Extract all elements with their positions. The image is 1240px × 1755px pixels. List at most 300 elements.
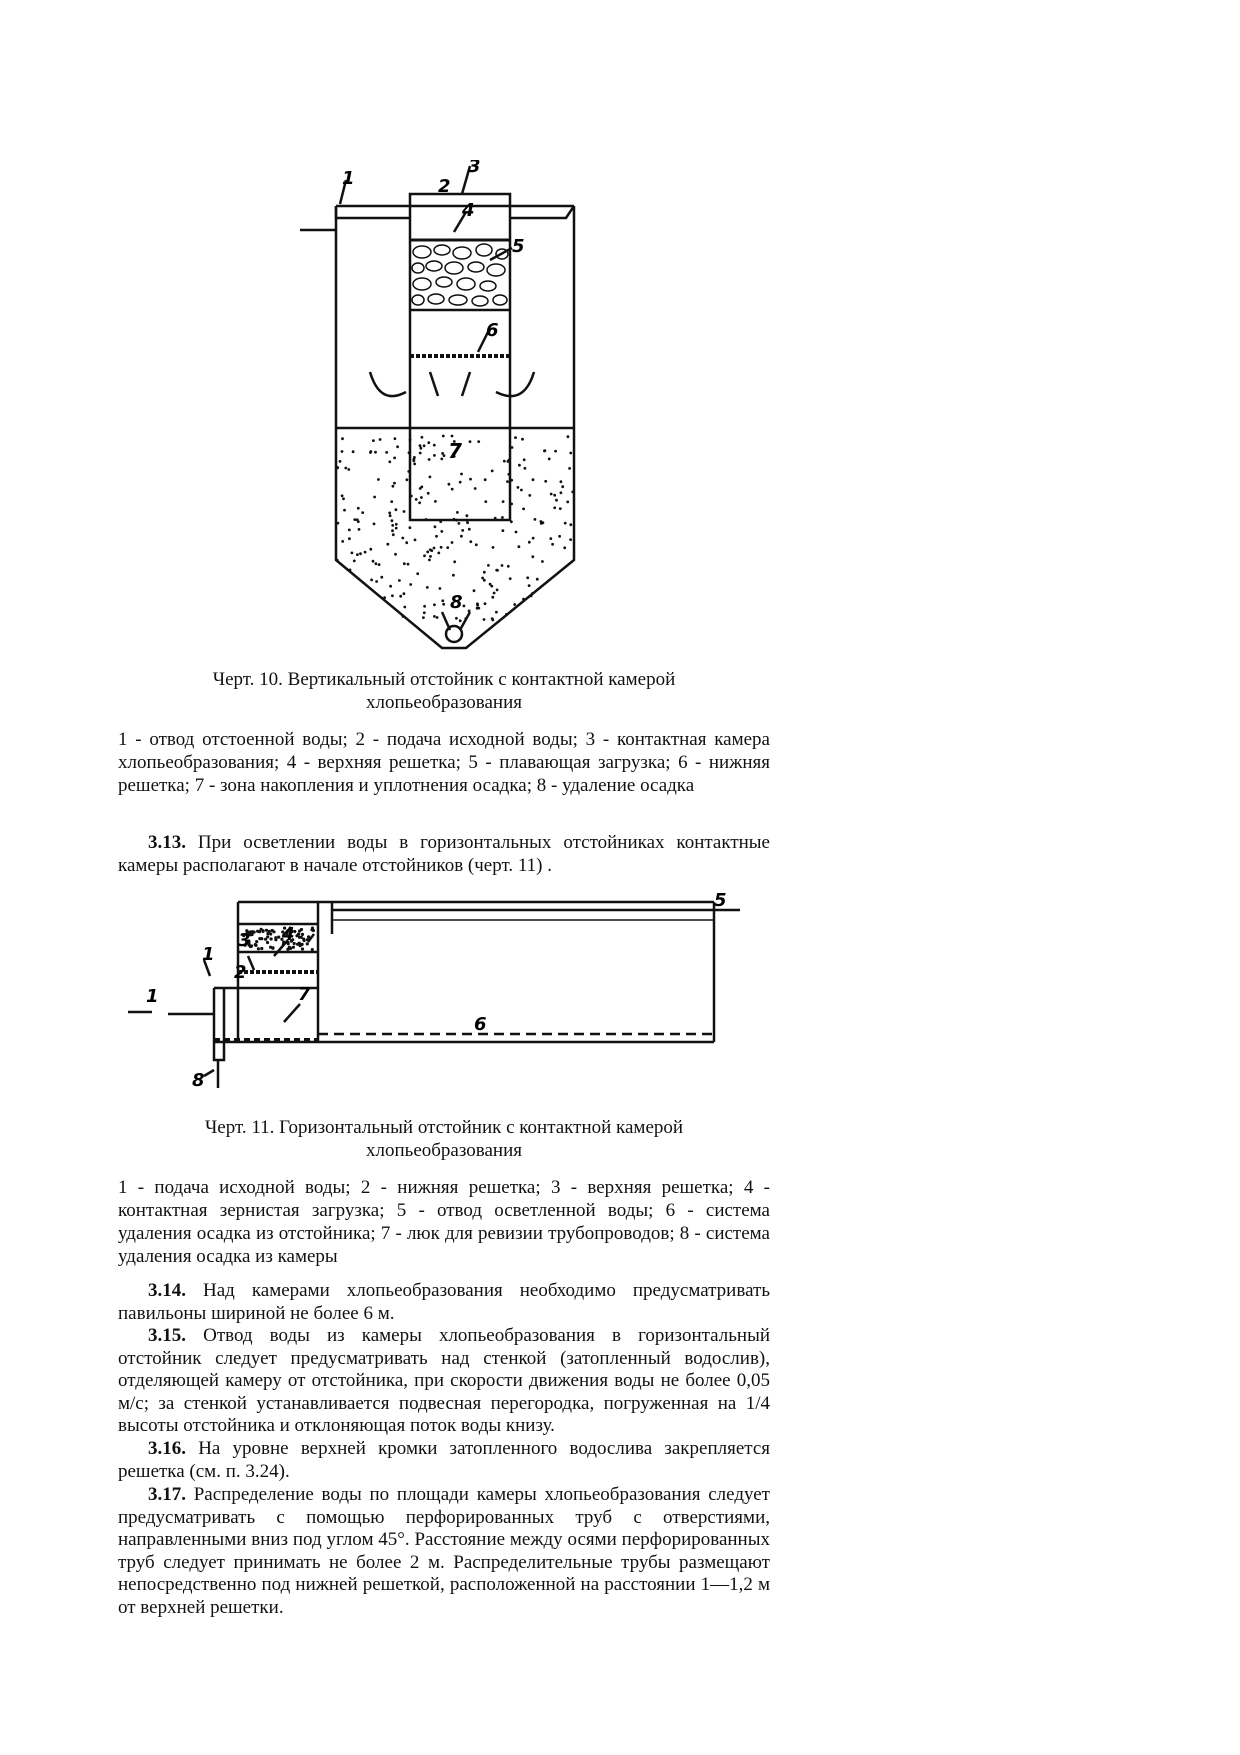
sediment-dot	[391, 594, 394, 597]
sediment-dot	[495, 611, 498, 614]
sediment-dot	[524, 467, 527, 470]
sediment-dot	[373, 523, 376, 526]
sediment-dot	[507, 460, 510, 463]
sediment-dot	[437, 552, 440, 555]
sediment-dot	[402, 615, 405, 618]
sediment-dot	[489, 583, 492, 586]
sediment-dot	[359, 552, 362, 555]
sediment-dot	[420, 447, 423, 450]
sediment-dot	[341, 494, 344, 497]
filling-dot	[254, 943, 257, 946]
sediment-dot	[439, 587, 442, 590]
fig11-label-3: 3	[238, 930, 251, 951]
sediment-dot	[553, 506, 556, 509]
sediment-dot	[395, 523, 398, 526]
sediment-dot	[414, 539, 417, 542]
sediment-dot	[372, 439, 375, 442]
sediment-dot	[523, 458, 526, 461]
sediment-dot	[530, 595, 533, 598]
sediment-dot	[451, 488, 454, 491]
sediment-dot	[388, 512, 391, 515]
sediment-dot	[492, 546, 495, 549]
paragraph-3-16	[118, 1438, 770, 1483]
sediment-dot	[555, 499, 558, 502]
sediment-dot	[356, 518, 359, 521]
sediment-dot	[559, 507, 562, 510]
sediment-dot	[379, 438, 382, 441]
sediment-dot	[389, 514, 392, 517]
sediment-dot	[549, 537, 552, 540]
filling-dot	[258, 937, 261, 940]
sediment-dot	[534, 518, 537, 521]
sediment-dot	[487, 564, 490, 567]
sediment-dot	[509, 577, 512, 580]
sediment-dot	[569, 523, 572, 526]
sediment-dot	[531, 555, 534, 558]
sediment-dot	[403, 510, 406, 513]
sediment-dot	[483, 571, 486, 574]
sediment-dot	[441, 452, 444, 455]
fig11-label-4: 4	[282, 924, 295, 945]
fig10-label-7: 7	[448, 439, 462, 463]
sediment-dot	[507, 565, 510, 568]
filling-dot	[266, 932, 269, 935]
sediment-dot	[434, 500, 437, 503]
paragraph-3-17-text: Распределение воды по площади камеры хлопьеобразования следует предусматривать с помощью перфорированных труб с отверстиями, направленными вниз под углом 45°. Расстояние между осями перфорированных труб следует принимать не более 2 м. Распределительные трубы размещают непосредственно под нижней решеткой, расположенной на расстоянии 1—1,2 м от верхней решетки.	[118, 1484, 770, 1618]
sediment-dot	[460, 473, 463, 476]
filling-dot	[261, 930, 264, 933]
filling-dot	[265, 929, 268, 932]
sediment-dot	[440, 530, 443, 533]
filling-dot	[311, 948, 314, 951]
sediment-dot	[477, 440, 480, 443]
sediment-dot	[464, 617, 467, 620]
sediment-dot	[564, 522, 567, 525]
sediment-dot	[456, 511, 459, 514]
sediment-dot	[518, 545, 521, 548]
sediment-dot	[391, 519, 394, 522]
sediment-dot	[514, 436, 517, 439]
sediment-dot	[390, 500, 393, 503]
sediment-dot	[408, 451, 411, 454]
sediment-dot	[491, 596, 494, 599]
sediment-dot	[429, 555, 432, 558]
sediment-dot	[393, 482, 396, 485]
sediment-dot	[348, 537, 351, 540]
sediment-dot	[460, 535, 463, 538]
sediment-dot	[440, 546, 443, 549]
sediment-dot	[473, 589, 476, 592]
sediment-dot	[403, 562, 406, 565]
sediment-dot	[433, 444, 436, 447]
sediment-dot	[395, 508, 398, 511]
filling-dot	[274, 938, 277, 941]
filling-dot	[271, 947, 274, 950]
sediment-dot	[503, 460, 506, 463]
sediment-dot	[511, 446, 514, 449]
sediment-dot	[399, 595, 402, 598]
sediment-dot	[353, 518, 356, 521]
sediment-dot	[569, 452, 572, 455]
filling-dot	[260, 947, 263, 950]
sediment-dot	[475, 543, 478, 546]
sediment-dot	[474, 487, 477, 490]
sediment-dot	[429, 476, 432, 479]
sediment-dot	[436, 616, 439, 619]
sediment-dot	[446, 546, 449, 549]
sediment-dot	[468, 610, 471, 613]
sediment-dot	[491, 470, 494, 473]
sediment-dot	[463, 605, 466, 608]
sediment-dot	[560, 480, 563, 483]
sediment-dot	[403, 606, 406, 609]
sediment-dot	[372, 560, 375, 563]
filling-dot	[270, 937, 273, 940]
sediment-dot	[469, 540, 472, 543]
sediment-dot	[448, 483, 451, 486]
sediment-dot	[342, 497, 345, 500]
sediment-dot	[540, 522, 543, 525]
sediment-dot	[526, 576, 529, 579]
sediment-dot	[451, 541, 454, 544]
sediment-dot	[435, 535, 438, 538]
sediment-dot	[369, 548, 372, 551]
sediment-dot	[370, 579, 373, 582]
fig10-label-1: 1	[342, 168, 355, 189]
sediment-dot	[544, 480, 547, 483]
sediment-dot	[419, 487, 422, 490]
sediment-dot	[375, 580, 378, 583]
filling-dot	[306, 942, 309, 945]
sediment-dot	[563, 546, 566, 549]
sediment-dot	[375, 562, 378, 565]
sediment-dot	[510, 479, 513, 482]
sediment-dot	[394, 553, 397, 556]
sediment-dot	[550, 493, 553, 496]
sediment-dot	[507, 473, 510, 476]
sediment-dot	[341, 450, 344, 453]
sediment-dot	[352, 450, 355, 453]
fig10-label-2: 2	[438, 176, 451, 197]
sediment-dot	[428, 458, 431, 461]
filling-dot	[286, 948, 289, 951]
sediment-dot	[396, 445, 399, 448]
fig10-label-8: 8	[450, 592, 463, 613]
sediment-dot	[513, 603, 516, 606]
fig10-label-6: 6	[486, 320, 499, 341]
filling-dot	[306, 938, 309, 941]
sediment-dot	[421, 436, 424, 439]
sediment-dot	[477, 607, 480, 610]
sediment-dot	[420, 496, 423, 499]
sediment-dot	[481, 577, 484, 580]
figure-10-legend: 1 - отвод отстоенной воды; 2 - подача исходной воды; 3 - контактная камера хлопьеобразования; 4 - верхняя решетка; 5 - плавающая загрузка; 6 - нижняя решетка; 7 - зона накопления и уплотнения осадка; 8 - удаление осадка	[118, 729, 770, 796]
sediment-dot	[501, 564, 504, 567]
sediment-dot	[502, 500, 505, 503]
fig11-label-6: 6	[474, 1014, 487, 1035]
sediment-dot	[459, 481, 462, 484]
sediment-dot	[423, 554, 426, 557]
sediment-dot	[415, 498, 418, 501]
sediment-dot	[442, 603, 445, 606]
sediment-dot	[465, 519, 468, 522]
sediment-dot	[357, 507, 360, 510]
sediment-dot	[455, 519, 458, 522]
sediment-dot	[434, 525, 437, 528]
sediment-dot	[391, 524, 394, 527]
sediment-dot	[410, 495, 413, 498]
filling-dot	[300, 936, 303, 939]
paragraph-3-16-text: На уровне верхней кромки затопленного водослива закрепляется решетка (см. п. 3.24).	[118, 1438, 770, 1482]
sediment-dot	[566, 501, 569, 504]
sediment-dot	[494, 517, 497, 520]
sediment-dot	[528, 541, 531, 544]
sediment-dot	[427, 492, 430, 495]
sediment-dot	[567, 435, 570, 438]
paragraph-3-15	[118, 1325, 770, 1438]
sediment-dot	[458, 522, 461, 525]
sediment-dot	[377, 478, 380, 481]
sediment-dot	[336, 559, 339, 562]
paragraph-3-13-number: 3.13.	[148, 832, 186, 853]
sediment-dot	[433, 603, 436, 606]
sediment-dot	[440, 458, 443, 461]
sediment-dot	[386, 543, 389, 546]
sediment-dot	[541, 560, 544, 563]
figure-10-caption	[118, 668, 770, 714]
sediment-dot	[528, 584, 531, 587]
sediment-dot	[425, 518, 428, 521]
sediment-dot	[476, 602, 479, 605]
sediment-dot	[483, 618, 486, 621]
filling-dot	[289, 947, 292, 950]
sediment-dot	[343, 509, 346, 512]
sediment-dot	[553, 494, 556, 497]
sediment-dot	[548, 458, 551, 461]
filling-dot	[310, 928, 313, 931]
sediment-dot	[339, 460, 342, 463]
sediment-dot	[406, 478, 409, 481]
filling-dot	[256, 930, 259, 933]
sediment-dot	[407, 470, 410, 473]
sediment-dot	[495, 569, 498, 572]
paragraph-3-14	[118, 1280, 770, 1325]
filling-dot	[269, 932, 272, 935]
sediment-dot	[351, 552, 354, 555]
paragraph-3-17-number: 3.17.	[148, 1484, 186, 1505]
sediment-dot	[560, 491, 563, 494]
fig11-label-1-pipe: 1	[202, 944, 215, 965]
sediment-dot	[378, 563, 381, 566]
sediment-dot	[341, 437, 344, 440]
sediment-dot	[412, 459, 415, 462]
sediment-dot	[353, 560, 356, 563]
fig11-label-8: 8	[192, 1070, 205, 1091]
sediment-dot	[409, 583, 412, 586]
filling-dot	[307, 935, 310, 938]
sediment-dot	[469, 440, 472, 443]
sediment-dot	[502, 529, 505, 532]
sediment-dot	[433, 615, 436, 618]
sediment-dot	[505, 613, 508, 616]
sediment-dot	[506, 480, 509, 483]
sediment-dot	[433, 547, 436, 550]
sediment-dot	[385, 451, 388, 454]
sediment-dot	[407, 563, 410, 566]
sediment-dot	[501, 516, 504, 519]
sediment-dot	[392, 533, 395, 536]
sediment-dot	[427, 441, 430, 444]
sediment-dot	[422, 616, 425, 619]
sediment-dot	[349, 569, 352, 572]
fig11-label-1: 1	[146, 986, 159, 1007]
sediment-dot	[484, 602, 487, 605]
paragraph-3-15-text: Отвод воды из камеры хлопьеобразования в горизонтальный отстойник следует предусматривать над стенкой (затопленный водослив), отделяющей камеру от отстойника, при скорости движения воды не более 0,05 м/с; за стенкой устанавливается подвесная перегородка, погруженная на 1/4 высоты отстойника и отклоняющая поток воды книзу.	[118, 1325, 770, 1437]
sediment-dot	[469, 478, 472, 481]
sediment-dot	[522, 598, 525, 601]
sediment-dot	[515, 531, 518, 534]
figure-10-caption-line2: хлопьеобразования	[366, 692, 522, 713]
sediment-dot	[393, 457, 396, 460]
sediment-dot	[517, 486, 520, 489]
sediment-dot	[466, 521, 469, 524]
sediment-dot	[426, 586, 429, 589]
sediment-dot	[380, 576, 383, 579]
sediment-dot	[441, 599, 444, 602]
sediment-dot	[442, 435, 445, 438]
sediment-dot	[405, 541, 408, 544]
paragraph-3-14-number: 3.14.	[148, 1280, 186, 1301]
figure-10-diagram	[290, 160, 600, 660]
paragraph-3-17	[118, 1484, 770, 1620]
fig11-label-7: 7	[298, 984, 311, 1005]
sediment-dot	[466, 514, 469, 517]
sediment-dot	[568, 467, 571, 470]
filling-dot	[300, 928, 303, 931]
filling-dot	[266, 941, 269, 944]
paragraph-3-14-text: Над камерами хлопьеобразования необходимо предусматривать павильоны шириной не более 6 м.	[118, 1280, 770, 1324]
sediment-dot	[554, 450, 557, 453]
filling-dot	[272, 930, 275, 933]
sediment-dot	[453, 560, 456, 563]
sediment-dot	[389, 585, 392, 588]
filling-dot	[301, 947, 304, 950]
sediment-dot	[522, 508, 525, 511]
sediment-dot	[459, 619, 462, 622]
sediment-dot	[419, 452, 422, 455]
sediment-dot	[461, 529, 464, 532]
filling-dot	[251, 933, 254, 936]
figure-11-diagram	[118, 890, 758, 1100]
sediment-dot	[423, 611, 426, 614]
sediment-dot	[358, 528, 361, 531]
sediment-dot	[374, 451, 377, 454]
sediment-dot	[423, 605, 426, 608]
paragraph-3-13	[118, 832, 770, 877]
filling-dot	[301, 933, 304, 936]
sediment-dot	[419, 444, 422, 447]
paragraph-3-16-number: 3.16.	[148, 1438, 186, 1459]
sediment-dot	[347, 468, 350, 471]
sediment-dot	[521, 438, 524, 441]
sediment-dot	[383, 596, 386, 599]
figure-11-legend: 1 - подача исходной воды; 2 - нижняя решетка; 3 - верхняя решетка; 4 - контактная зернистая загрузка; 5 - отвод осветленной воды; 6 - система удаления осадка из отстойника; 7 - люк для ревизии трубопроводов; 8 - система удаления осадка из камеры	[118, 1177, 770, 1267]
sediment-dot	[468, 528, 471, 531]
sediment-dot	[373, 496, 376, 499]
sediment-dot	[361, 511, 364, 514]
sediment-dot	[484, 478, 487, 481]
sediment-dot	[398, 579, 401, 582]
sediment-dot	[518, 464, 521, 467]
sediment-dot	[409, 438, 412, 441]
sediment-dot	[344, 467, 347, 470]
paragraph-3-15-number: 3.15.	[148, 1325, 186, 1346]
sediment-dot	[395, 527, 398, 530]
fig11-label-5: 5	[714, 890, 727, 911]
sediment-dot	[520, 489, 523, 492]
sediment-dot	[418, 501, 421, 504]
sediment-dot	[426, 551, 429, 554]
sediment-dot	[439, 520, 442, 523]
sediment-dot	[348, 529, 351, 532]
filling-dot	[266, 935, 269, 938]
sediment-dot	[483, 579, 486, 582]
sediment-dot	[409, 526, 412, 529]
sediment-dot	[416, 572, 419, 575]
sediment-dot	[558, 535, 561, 538]
paragraph-3-13-text: При осветлении воды в горизонтальных отстойниках контактные камеры располагают в начале отстойников (черт. 11) .	[118, 832, 770, 876]
fig10-label-3: 3	[468, 160, 481, 177]
sediment-dot	[571, 491, 574, 494]
sediment-dot	[451, 435, 454, 438]
sediment-dot	[561, 485, 564, 488]
fig10-label-4: 4	[462, 200, 475, 221]
sediment-dot	[337, 522, 340, 525]
figure-11-caption-line2: хлопьеобразования	[366, 1140, 522, 1161]
sediment-dot	[551, 543, 554, 546]
sediment-dot	[510, 520, 513, 523]
figure-10-caption-line1: Черт. 10. Вертикальный отстойник с контактной камерой	[212, 669, 676, 690]
sediment-dot	[428, 559, 431, 562]
sediment-dot	[391, 529, 394, 532]
sediment-dot	[532, 478, 535, 481]
sediment-dot	[423, 444, 426, 447]
sediment-dot	[429, 548, 432, 551]
sediment-dot	[491, 619, 494, 622]
sediment-dot	[532, 537, 535, 540]
sediment-dot	[484, 500, 487, 503]
sediment-dot	[433, 454, 436, 457]
fig11-label-2: 2	[234, 962, 247, 983]
sediment-dot	[413, 456, 416, 459]
sediment-dot	[392, 485, 395, 488]
sediment-dot	[453, 518, 456, 521]
sediment-dot	[452, 574, 455, 577]
sediment-dot	[336, 466, 339, 469]
sediment-dot	[531, 592, 534, 595]
filling-dot	[255, 940, 258, 943]
fig10-label-5: 5	[512, 236, 525, 257]
sediment-dot	[510, 503, 513, 506]
filling-dot	[296, 943, 299, 946]
sediment-dot	[401, 537, 404, 540]
figure-11-caption	[118, 1116, 770, 1162]
sediment-dot	[364, 551, 367, 554]
sediment-dot	[496, 589, 499, 592]
filling-dot	[277, 936, 280, 939]
sediment-dot	[536, 578, 539, 581]
sediment-dot	[528, 494, 531, 497]
